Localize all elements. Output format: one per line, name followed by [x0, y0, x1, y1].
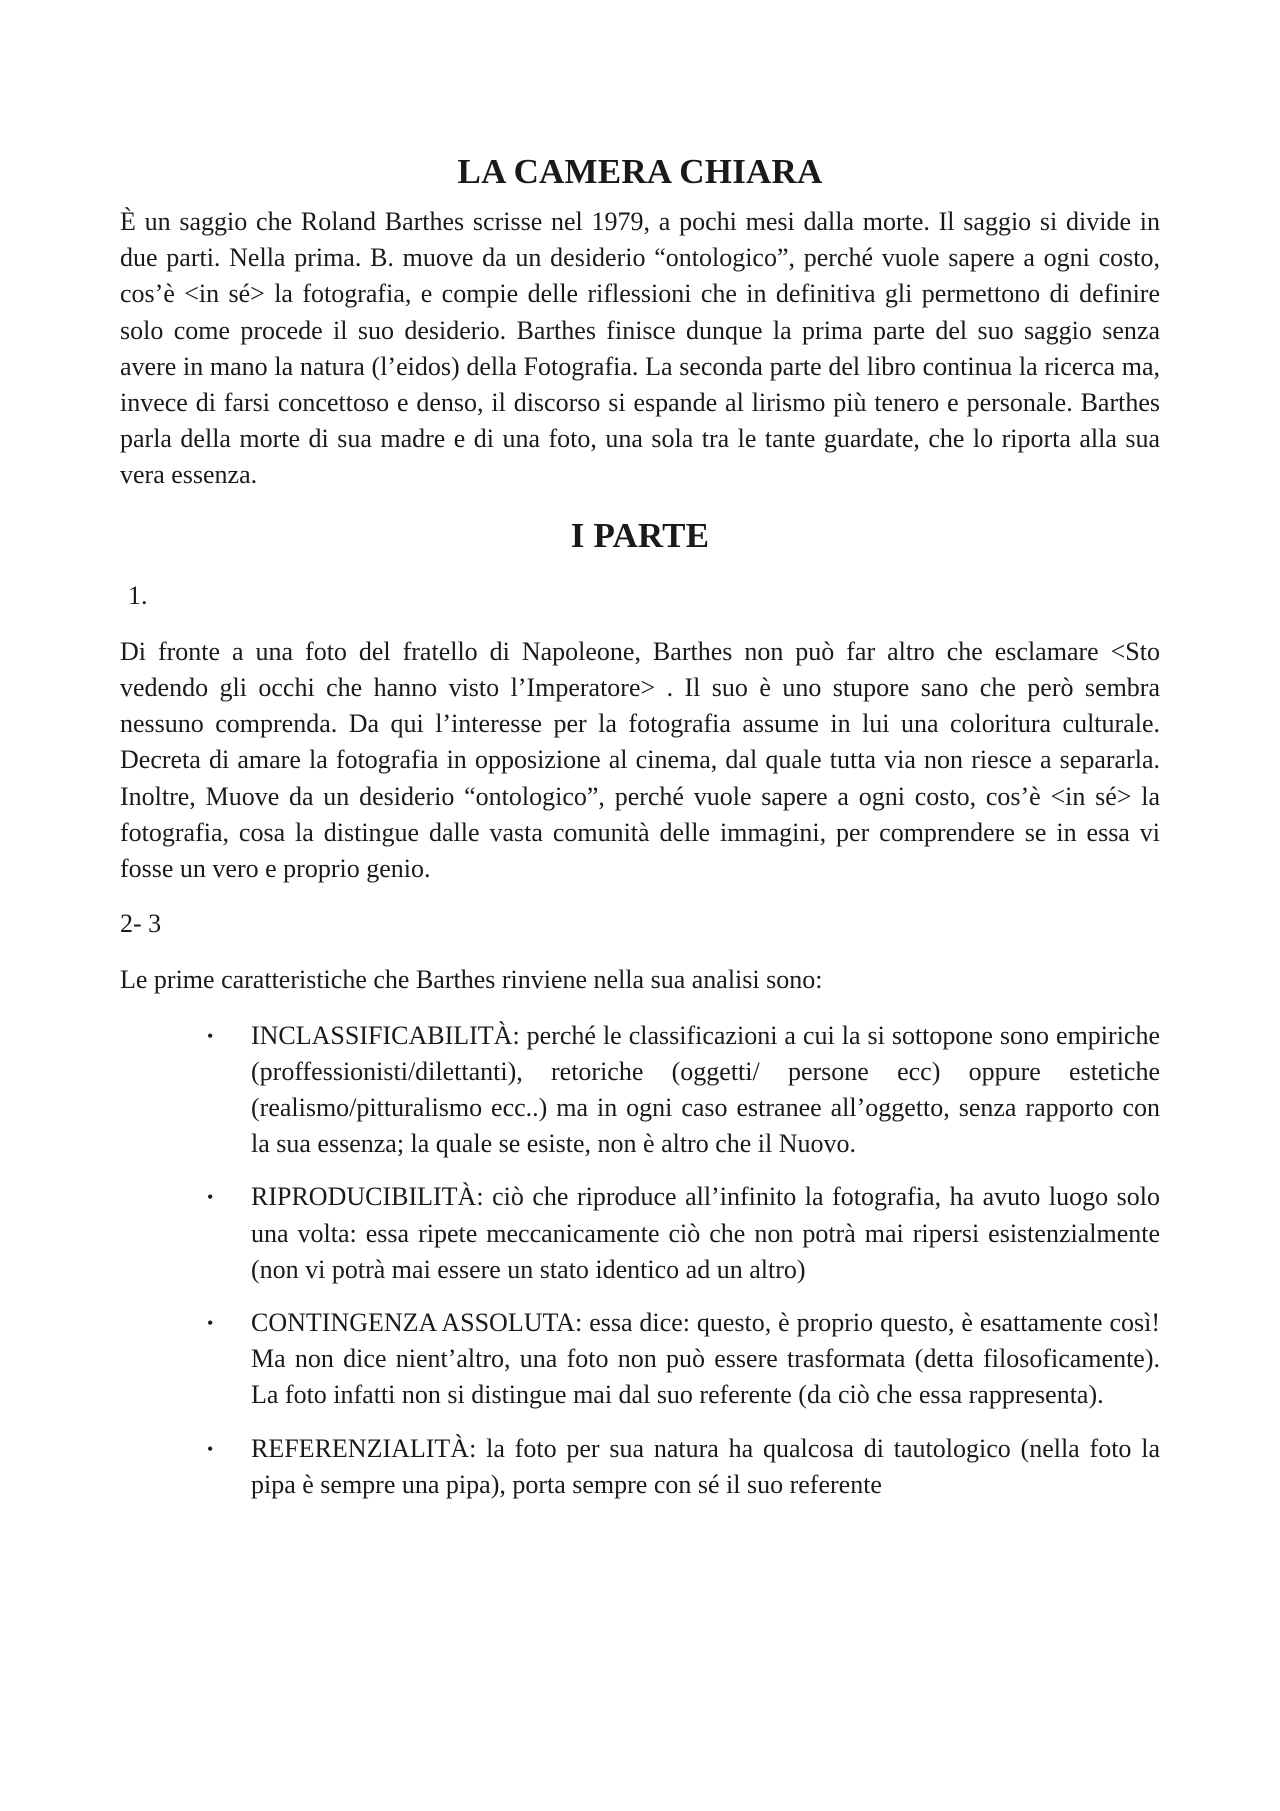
bullet-icon: •	[207, 1187, 214, 1208]
list-item-text: REFERENZIALITÀ: la foto per sua natura ha qualcosa di tautologico (nella foto la pipa è sempre una pipa), porta sempre con sé il suo referente	[251, 1433, 1160, 1499]
list-item	[207, 1305, 1160, 1414]
features-list	[120, 1018, 1160, 1503]
section-2-intro: Le prime caratteristiche che Barthes rinviene nella sua analisi sono:	[120, 965, 823, 995]
list-item-text: INCLASSIFICABILITÀ: perché le classificazioni a cui la si sottopone sono empiriche (proffessionisti/dilettanti), retoriche (oggetti/ persone ecc) oppure estetiche (realismo/pitturalismo ecc..) ma in ogni caso estranee all’oggetto, senza rapporto con la sua essenza; la quale se esiste, non è altro che il Nuovo.	[251, 1020, 1160, 1159]
section-1-paragraph: Di fronte a una foto del fratello di Napoleone, Barthes non può far altro che esclamare <Sto vedendo gli occhi che hanno visto l’Imperatore> . Il suo è uno stupore sano che però sembra nessuno comprenda. Da qui l’interesse per la fotografia assume in lui una coloritura culturale. Decreta di amare la fotografia in opposizione al cinema, dal quale tutta via non riesce a separarla. Inoltre, Muove da un desiderio “ontologico”, perché vuole sapere a ogni costo, cos’è <in sé> la fotografia, cosa la distingue dalle vasta comunità delle immagini, per comprendere se in essa vi fosse un vero e proprio genio.	[120, 636, 1160, 884]
section-title: I PARTE	[570, 515, 710, 555]
bullet-icon: •	[207, 1025, 214, 1046]
list-item-text: RIPRODUCIBILITÀ: ciò che riproduce all’infinito la fotografia, ha avuto luogo solo una volta: essa ripete meccanicamente ciò che non potrà mai ripersi esistenzialmente (non vi potrà mai essere un stato identico ad un altro)	[251, 1182, 1160, 1284]
list-item	[207, 1431, 1160, 1503]
section-number-2-3: 2- 3	[120, 909, 162, 939]
bullet-icon: •	[207, 1438, 214, 1459]
list-item-text: CONTINGENZA ASSOLUTA: essa dice: questo, è proprio questo, è esattamente così! Ma non dice nient’altro, una foto non può essere trasformata (detta filosoficamente). La foto infatti non si distingue mai dal suo referente (da ciò che essa rappresenta).	[251, 1308, 1160, 1410]
section-number-1: 1.	[128, 580, 148, 610]
bullet-icon: •	[207, 1313, 214, 1334]
list-item	[207, 1018, 1160, 1163]
intro-paragraph: È un saggio che Roland Barthes scrisse nel 1979, a pochi mesi dalla morte. Il saggio si divide in due parti. Nella prima. B. muove da un desiderio “ontologico”, perché vuole sapere a ogni costo, cos’è <in sé> la fotografia, e compie delle riflessioni che in definitiva gli permettono di definire solo come procede il suo desiderio. Barthes finisce dunque la prima parte del suo saggio senza avere in mano la natura (l’eidos) della Fotografia. La seconda parte del libro continua la ricerca ma, invece di farsi concettoso e denso, il discorso si espande al lirismo più tenero e personale. Barthes parla della morte di sua madre e di una foto, una sola tra le tante guardate, che lo riporta alla sua vera essenza.	[120, 207, 1160, 490]
document-page	[120, 150, 1160, 1520]
list-item	[207, 1179, 1160, 1288]
document-title: LA CAMERA CHIARA	[457, 152, 823, 191]
